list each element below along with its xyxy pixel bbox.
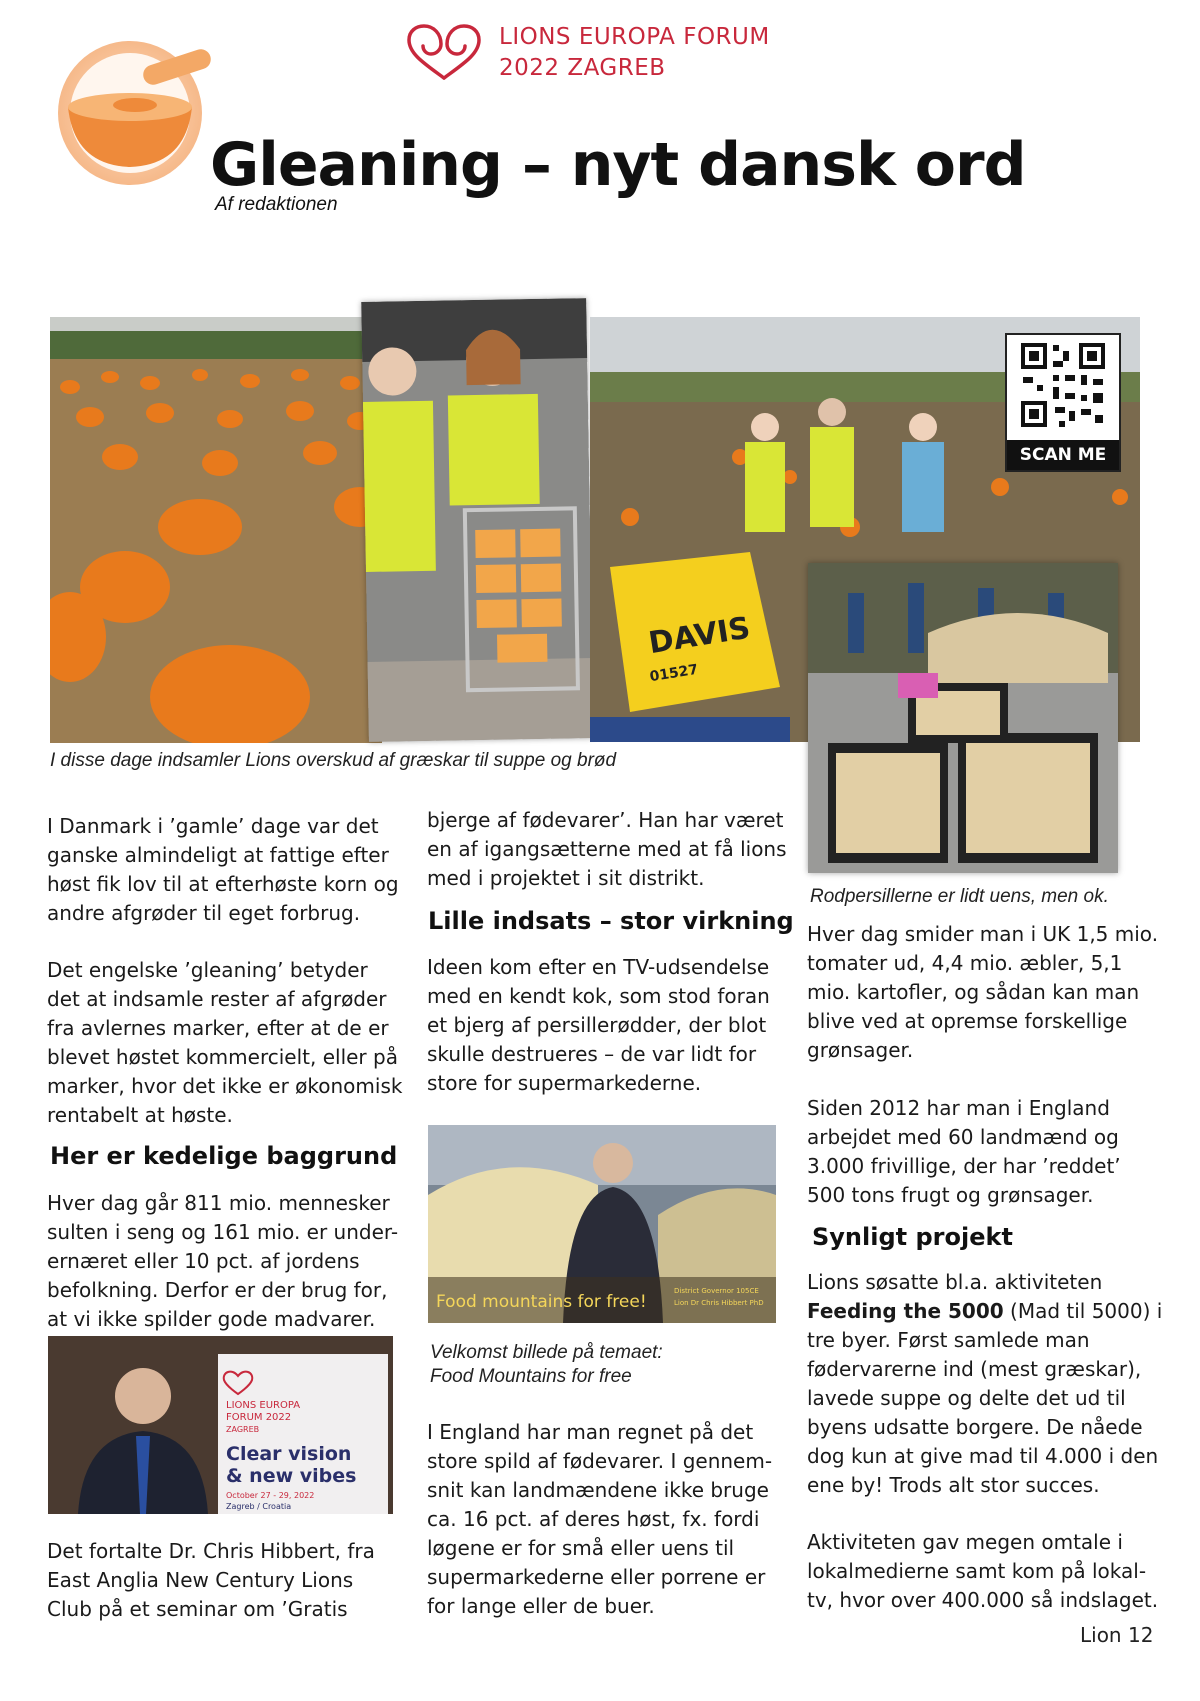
food-mountains-overlay: Food mountains for free! [436,1292,647,1312]
text-line: at vi ikke spilder gode madvarer. [47,1307,376,1331]
text-fragment: (Mad til 5000) i [1003,1299,1163,1323]
text-line: tv, hvor over 400.000 så indslaget. [807,1588,1159,1612]
heart-logo-icon [405,24,483,82]
text-line: Hver dag går 811 mio. mennesker [47,1191,390,1215]
text-line: store for supermarkederne. [427,1071,702,1095]
top-photo-caption: I disse dage indsamler Lions overskud af græskar til suppe og brød [50,750,617,771]
column-2-para-1 [427,806,797,893]
banner-text: ZAGREB [226,1425,260,1434]
text-line [807,1297,1177,1326]
text-line: 500 tons frugt og grønsager. [807,1183,1094,1207]
banner-text: Zagreb / Croatia [226,1502,292,1511]
text-line: løgene er for små eller uens til [427,1536,735,1560]
text-line: befolkning. Derfor er der brug for, [47,1278,388,1302]
speaker-photo [48,1336,393,1514]
volunteers-cart-photo [361,298,594,742]
food-mountains-photo [428,1125,776,1323]
page-title: Gleaning – nyt dansk ord [210,130,1026,200]
soup-bowl-logo-icon [50,35,220,185]
text-line: East Anglia New Century Lions [47,1568,354,1592]
text-line: mio. kartofler, og sådan kan man [807,980,1140,1004]
text-line: med i projektet i sit distrikt. [427,866,705,890]
text-line: bjerge af fødevarer’. Han har været [427,808,784,832]
overlay-small-text: District Governor 105CE [674,1287,759,1295]
text-line: ene by! Trods alt stor succes. [807,1473,1100,1497]
text-line: det at indsamle rester af afgrøder [47,987,387,1011]
text-line: byens udsatte borgere. De nåede [807,1415,1143,1439]
text-line: Club på et seminar om ’Gratis [47,1597,348,1621]
text-line: ernæret eller 10 pct. af jordens [47,1249,360,1273]
text-line: snit kan landmændene ikke bruge [427,1478,769,1502]
caption-line: Food Mountains for free [430,1366,632,1387]
column-2-para-2 [427,953,797,1098]
text-line: dog kun at give mad til 4.000 i den [807,1444,1159,1468]
text-line: arbejdet med 60 landmænd og [807,1125,1119,1149]
text-line: skulle destrueres – de var lidt for [427,1042,757,1066]
text-line: grønsager. [807,1038,914,1062]
text-line: lokalmedierne samt kom på lokal- [807,1559,1147,1583]
caption-line: Velkomst billede på temaet: [430,1342,663,1363]
text-line: Hver dag smider man i UK 1,5 mio. [807,922,1159,946]
pumpkin-field-photo [50,317,382,743]
text-line: fødervarerne ind (mest græskar), [807,1357,1142,1381]
qr-code[interactable] [1005,333,1121,472]
text-line: rentabelt at høste. [47,1103,233,1127]
feeding-5000-bold: Feeding the 5000 [807,1299,1004,1323]
text-line: Aktiviteten gav megen omtale i [807,1530,1123,1554]
food-photo-caption [430,1341,663,1389]
text-line: ca. 16 pct. af deres høst, fx. fordi [427,1507,760,1531]
text-line: ganske almindeligt at fattige efter [47,843,389,867]
qr-code-icon [1007,335,1119,438]
column-3-para-1 [807,920,1177,1065]
text-line: I England har man regnet på det [427,1420,754,1444]
parsnip-crates-photo [808,563,1118,873]
text-line: blive ved at opremse forskellige [807,1009,1128,1033]
banner-slogan: & new vibes [226,1465,357,1487]
column-3-para-3 [807,1268,1177,1500]
banner-text: October 27 - 29, 2022 [226,1491,315,1500]
column-1-para-1 [47,812,407,928]
text-line: I Danmark i ’gamle’ dage var det [47,814,379,838]
section-heading-background: Her er kedelige baggrund [50,1142,398,1170]
text-line: fra avlernes marker, efter at de er [47,1016,389,1040]
text-line: store spild af fødevarer. I gennem- [427,1449,773,1473]
text-line: 3.000 frivillige, der har ’reddet’ [807,1154,1121,1178]
scan-me-label: SCAN ME [1007,440,1119,470]
text-line: Det fortalte Dr. Chris Hibbert, fra [47,1539,375,1563]
text-line: Siden 2012 har man i England [807,1096,1110,1120]
column-2-para-3 [427,1418,797,1621]
section-heading-impact: Lille indsats – stor virkning [428,907,794,935]
text-line: for lange eller de buer. [427,1594,655,1618]
text-line: lavede suppe og delte det ud til [807,1386,1126,1410]
text-line: et bjerg af persillerødder, der blot [427,1013,767,1037]
overlay-small-text: Lion Dr Chris Hibbert PhD [674,1299,764,1307]
text-line: blevet høstet kommercielt, eller på [47,1045,398,1069]
text-line: en af igangsætterne med at få lions [427,837,787,861]
text-line: høst fik lov til at efterhøste korn og [47,872,399,896]
text-line: Ideen kom efter en TV-udsendelse [427,955,770,979]
column-3-para-4 [807,1528,1177,1615]
column-1-para-4 [47,1537,407,1624]
column-3-para-2 [807,1094,1177,1210]
text-line: sulten i seng og 161 mio. er under- [47,1220,399,1244]
page-number: Lion 12 [1080,1623,1154,1647]
banner-text: LIONS EUROPA [226,1400,301,1411]
text-line: tre byer. Først samlede man [807,1328,1090,1352]
text-line: andre afgrøder til eget forbrug. [47,901,361,925]
bag-number-text: 01527 [648,661,700,686]
banner-slogan: Clear vision [226,1443,352,1465]
section-heading-visible-project: Synligt projekt [812,1223,1013,1251]
byline: Af redaktionen [215,194,338,215]
lions-europa-forum-logo [405,22,825,84]
text-line: med en kendt kok, som stod foran [427,984,770,1008]
parsnip-photo-caption: Rodpersillerne er lidt uens, men ok. [810,886,1109,907]
text-line: supermarkederne eller porrene er [427,1565,766,1589]
text-line: Lions søsatte bl.a. aktiviteten [807,1270,1103,1294]
column-1-para-3 [47,1189,407,1334]
column-1-para-2 [47,956,407,1130]
banner-text: FORUM 2022 [226,1412,292,1423]
forum-year-city: 2022 ZAGREB [499,55,666,81]
text-line: tomater ud, 4,4 mio. æbler, 5,1 [807,951,1123,975]
text-line: Det engelske ’gleaning’ betyder [47,958,368,982]
forum-name: LIONS EUROPA FORUM [499,24,770,50]
bag-brand-text: DAVIS [646,610,753,662]
text-line: marker, hvor det ikke er økonomisk [47,1074,403,1098]
